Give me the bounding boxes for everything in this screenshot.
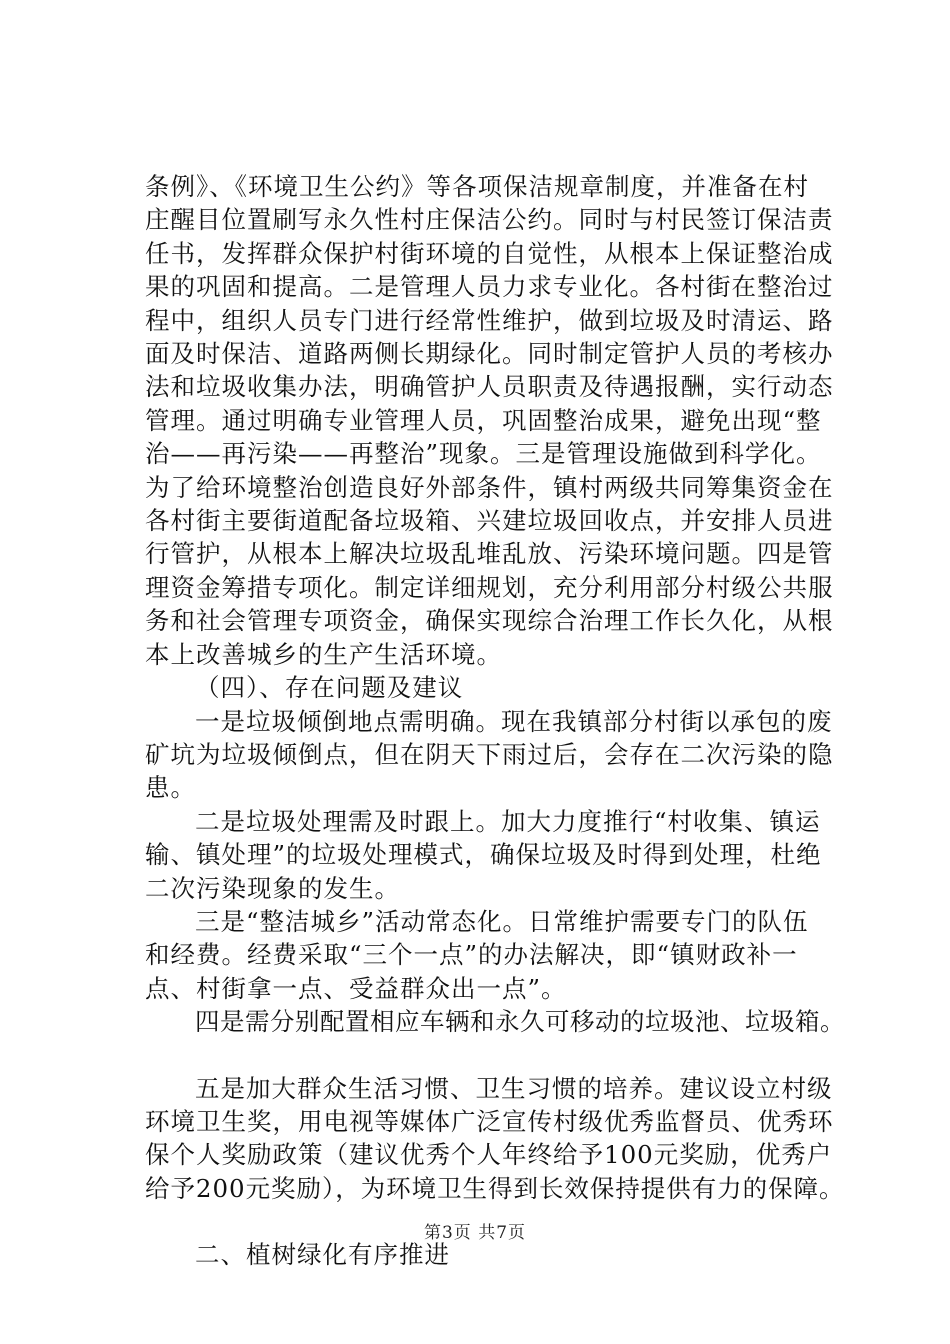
text-line: 矿坑为垃圾倾倒点，但在阴天下雨过后，会存在二次污染的隐 xyxy=(145,739,834,769)
text-line: 任书，发挥群众保护村街环境的自觉性，从根本上保证整治成 xyxy=(145,238,834,268)
text-line: 二次污染现象的发生。 xyxy=(145,873,400,903)
text-line: 五是加大群众生活习惯、卫生习惯的培养。建议设立村级 xyxy=(195,1073,833,1103)
paragraph-point-five xyxy=(145,1072,845,1206)
text-line: 和经费。经费采取“三个一点”的办法解决，即“镇财政补一 xyxy=(145,940,798,970)
text-line: 为了给环境整治创造良好外部条件，镇村两级共同筹集资金在 xyxy=(145,472,834,502)
text-line: 各村街主要街道配备垃圾箱、兴建垃圾回收点，并安排人员进 xyxy=(145,506,834,536)
paragraph-point-two xyxy=(145,805,845,905)
paragraph-point-three xyxy=(145,905,845,1005)
text-line: 给予200元奖励），为环境卫生得到长效保持提供有力的保障。 xyxy=(145,1173,845,1203)
text-line: 三是“整洁城乡”活动常态化。日常维护需要专门的队伍 xyxy=(195,906,809,936)
text-line: 管理。通过明确专业管理人员，巩固整治成果，避免出现“整 xyxy=(145,405,822,435)
text-line: 条例》、《环境卫生公约》等各项保洁规章制度，并准备在村 xyxy=(145,172,809,201)
text-line: 本上改善城乡的生产生活环境。 xyxy=(145,639,502,669)
text-line: 四是需分别配置相应车辆和永久可移动的垃圾池、垃圾箱。 xyxy=(195,1007,845,1037)
heading-text: 二、植树绿化有序推进 xyxy=(195,1240,450,1270)
paragraph-sanitation-management xyxy=(145,170,845,671)
text-line: 患。 xyxy=(145,773,196,803)
section-heading-problems xyxy=(145,671,845,704)
text-line: 程中，组织人员专门进行经常性维护，做到垃圾及时清运、路 xyxy=(145,305,834,335)
text-line: 果的巩固和提高。二是管理人员力求专业化。各村街在整治过 xyxy=(145,272,834,302)
heading-text: （四）、存在问题及建议 xyxy=(195,673,464,703)
page-footer: 第3页 共7页 xyxy=(423,1223,527,1243)
text-line: 法和垃圾收集办法，明确管护人员职责及待遇报酬，实行动态 xyxy=(145,372,834,402)
paragraph-point-one xyxy=(145,705,845,805)
text-line: 务和社会管理专项资金，确保实现综合治理工作长久化，从根 xyxy=(145,606,834,636)
text-line: 治——再污染——再整治”现象。三是管理设施做到科学化。 xyxy=(145,439,822,469)
text-line: 二是垃圾处理需及时跟上。加大力度推行“村收集、镇运 xyxy=(195,806,821,836)
text-line: 行管护，从根本上解决垃圾乱堆乱放、污染环境问题。四是管 xyxy=(145,539,834,569)
section-heading-greening xyxy=(145,1238,845,1271)
text-line: 点、村街拿一点、受益群众出一点”。 xyxy=(145,973,567,1003)
text-line: 面及时保洁、道路两侧长期绿化。同时制定管护人员的考核办 xyxy=(145,339,834,369)
text-line: 理资金筹措专项化。制定详细规划，充分利用部分村级公共服 xyxy=(145,572,834,602)
blank-line xyxy=(145,1039,845,1072)
text-line: 环境卫生奖，用电视等媒体广泛宣传村级优秀监督员、优秀环 xyxy=(145,1106,834,1136)
text-line: 一是垃圾倾倒地点需明确。现在我镇部分村街以承包的废 xyxy=(195,706,833,736)
text-line: 庄醒目位置刷写永久性村庄保洁公约。同时与村民签订保洁责 xyxy=(145,205,834,235)
document-body xyxy=(145,170,845,1272)
paragraph-point-four xyxy=(145,1005,845,1038)
text-line: 保个人奖励政策（建议优秀个人年终给予100元奖励，优秀户 xyxy=(145,1140,833,1170)
text-line: 输、镇处理”的垃圾处理模式，确保垃圾及时得到处理，杜绝 xyxy=(145,840,822,870)
